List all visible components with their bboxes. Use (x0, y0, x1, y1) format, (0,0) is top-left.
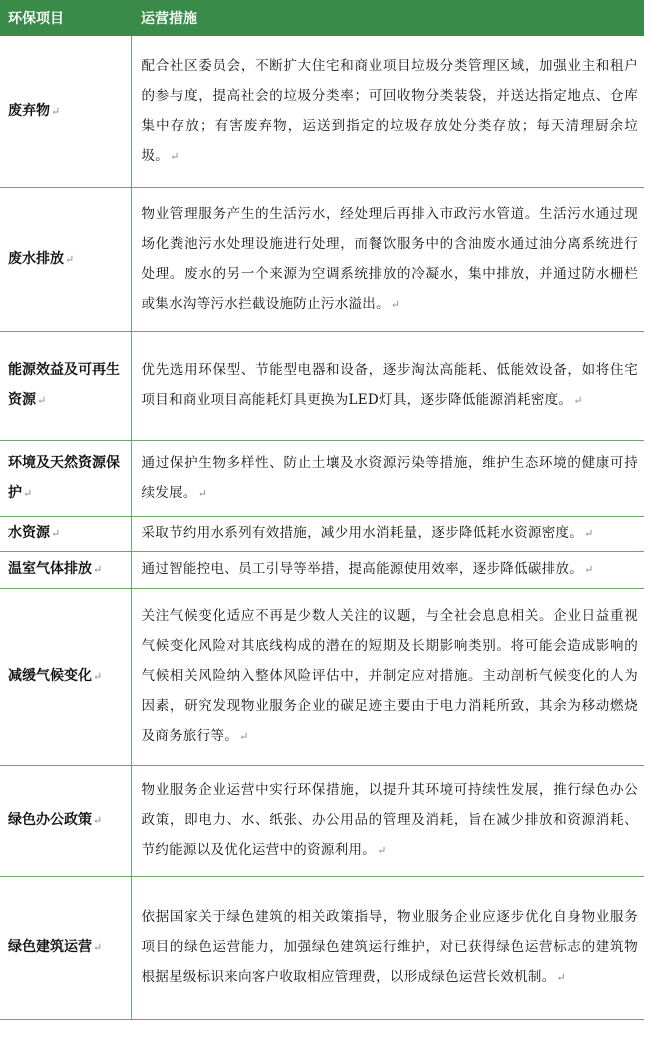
table-row (0, 588, 644, 765)
row-item: 减缓气候变化↵ (0, 588, 131, 765)
paragraph-mark-icon: ↵ (584, 563, 594, 576)
row-item: 绿色办公政策↵ (0, 765, 131, 876)
row-measure: 采取节约用水系列有效措施，减少用水消耗量，逐步降低耗水资源密度。↵ (131, 516, 644, 551)
paragraph-mark-icon: ↵ (51, 527, 61, 540)
table-header-row (0, 0, 644, 36)
paragraph-mark-icon: ↵ (239, 730, 249, 743)
table-row (0, 440, 644, 516)
table-row (0, 765, 644, 876)
row-measure: 关注气候变化适应不再是少数人关注的议题，与全社会息息相关。企业日益重视气候变化风险对其底线构成的潜在的短期及长期影响类别。将可能会造成影响的气候相关风险纳入整体风险评估中，并制定应对措施。主动剖析气候变化的人为因素，研究发现物业服务企业的碳足迹主要由于电力消耗所致，其余为移动燃烧及商务旅行等。↵ (131, 588, 644, 765)
paragraph-mark-icon: ↵ (197, 486, 208, 500)
paragraph-mark-icon: ↵ (37, 394, 47, 407)
row-item: 能源效益及可再生资源↵ (0, 331, 131, 440)
paragraph-mark-icon: ↵ (377, 844, 387, 857)
paragraph-mark-icon: ↵ (93, 563, 103, 576)
row-item: 温室气体排放↵ (0, 551, 131, 588)
paragraph-mark-icon: ↵ (556, 971, 567, 984)
table-row (0, 551, 644, 588)
row-measure: 配合社区委员会，不断扩大住宅和商业项目垃圾分类管理区域，加强业主和租户的参与度，提高社会的垃圾分类率；可回收物分类装袋，并送达指定地点、仓库集中存放；有害废弃物，运送到指定的垃圾存放处分类存放；每天清理厨余垃圾。↵ (131, 36, 644, 187)
table-row (0, 876, 644, 1019)
row-measure: 依据国家关于绿色建筑的相关政策指导，物业服务企业应逐步优化自身物业服务项目的绿色运营能力，加强绿色建筑运行维护，对已获得绿色运营标志的建筑物根据星级标识来向客户收取相应管理费，以形成绿色运营长效机制。↵ (131, 876, 644, 1019)
paragraph-mark-icon: ↵ (23, 486, 33, 500)
paragraph-mark-icon: ↵ (170, 149, 180, 163)
row-item: 绿色建筑运营↵ (0, 876, 131, 1019)
row-measure: 通过智能控电、员工引导等举措，提高能源使用效率，逐步降低碳排放。↵ (131, 551, 644, 588)
row-item: 水资源↵ (0, 516, 131, 551)
table-row (0, 331, 644, 440)
paragraph-mark-icon: ↵ (390, 297, 401, 311)
table-row (0, 36, 644, 187)
row-measure: 通过保护生物多样性、防止土壤及水资源污染等措施，维护生态环境的健康可持续发展。↵ (131, 440, 644, 516)
table-row (0, 516, 644, 551)
header-measure: 运营措施 (131, 0, 644, 36)
paragraph-mark-icon: ↵ (93, 941, 103, 954)
header-item: 环保项目 (0, 0, 131, 36)
paragraph-mark-icon: ↵ (65, 252, 75, 266)
paragraph-mark-icon: ↵ (51, 104, 61, 118)
paragraph-mark-icon: ↵ (93, 670, 103, 683)
row-item: 废弃物↵ (0, 36, 131, 187)
row-item: 废水排放↵ (0, 187, 131, 331)
row-measure: 物业管理服务产生的生活污水，经处理后再排入市政污水管道。生活污水通过现场化粪池污水处理设施进行处理，而餐饮服务中的含油废水通过油分离系统进行处理。废水的另一个来源为空调系统排放的冷凝水，集中排放，并通过防水栅栏或集水沟等污水拦截设施防止污水溢出。↵ (131, 187, 644, 331)
row-measure: 优先选用环保型、节能型电器和设备，逐步淘汰高能耗、低能效设备，如将住宅项目和商业项目高能耗灯具更换为LED灯具，逐步降低能源消耗密度。↵ (131, 331, 644, 440)
paragraph-mark-icon: ↵ (93, 814, 103, 827)
table-row (0, 187, 644, 331)
paragraph-mark-icon: ↵ (573, 394, 583, 407)
paragraph-mark-icon: ↵ (584, 527, 594, 540)
row-measure: 物业服务企业运营中实行环保措施，以提升其环境可持续性发展，推行绿色办公政策，即电力、水、纸张、办公用品的管理及消耗，旨在减少排放和资源消耗、节约能源以及优化运营中的资源利用。↵ (131, 765, 644, 876)
row-item: 环境及天然资源保护↵ (0, 440, 131, 516)
